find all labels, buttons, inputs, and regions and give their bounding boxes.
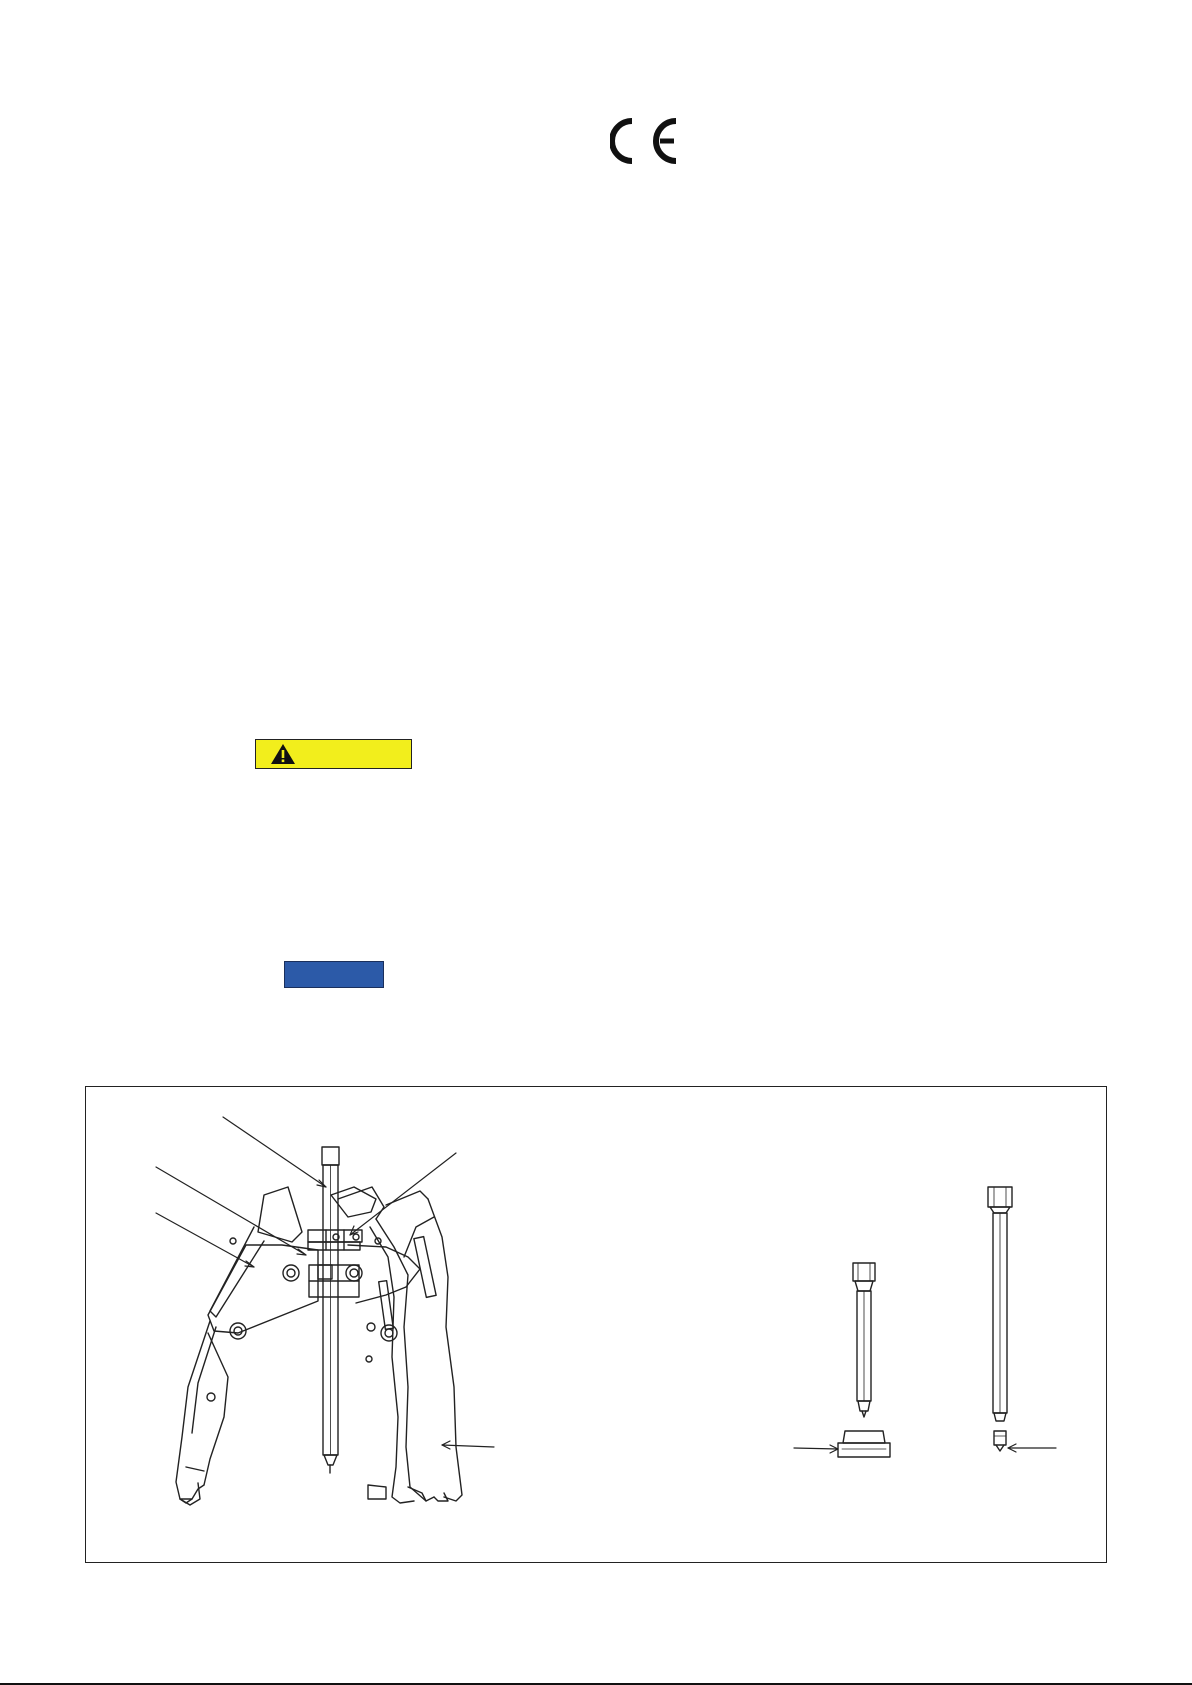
notice-label — [284, 961, 384, 988]
short-extension-bolt — [853, 1263, 875, 1417]
adapter-cap — [838, 1431, 890, 1457]
warning-triangle-icon — [270, 743, 296, 765]
three-jaw-puller — [176, 1147, 462, 1505]
parts-figure — [85, 1086, 1107, 1563]
small-tip-leader — [1008, 1444, 1056, 1452]
small-tip — [994, 1431, 1006, 1451]
parts-diagram — [86, 1087, 1108, 1564]
ce-certification-mark — [610, 117, 690, 165]
adapter-cap-leader — [794, 1445, 838, 1453]
warning-label — [255, 739, 412, 769]
puller-callout-leaders — [156, 1117, 494, 1449]
long-extension-bolt — [988, 1187, 1012, 1421]
